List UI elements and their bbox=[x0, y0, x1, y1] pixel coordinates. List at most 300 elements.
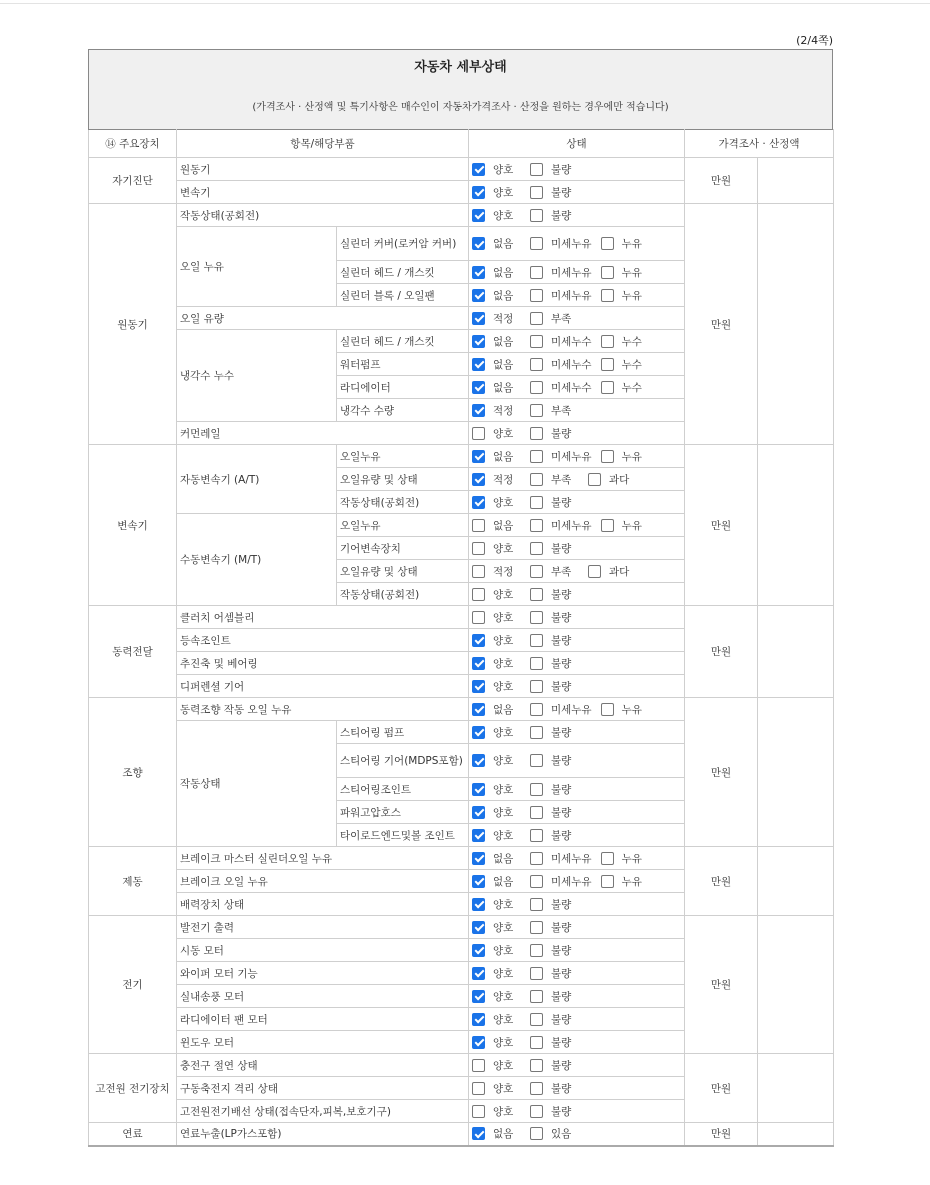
state-option[interactable] bbox=[530, 1081, 579, 1096]
state-option[interactable] bbox=[530, 610, 579, 625]
checkbox[interactable] bbox=[472, 542, 485, 555]
top-rule bbox=[0, 3, 930, 4]
option-label: 부족 bbox=[551, 312, 572, 325]
option-label: 양호 bbox=[493, 209, 514, 222]
state-option[interactable] bbox=[472, 1104, 521, 1119]
option-label: 양호 bbox=[493, 163, 514, 176]
state-option[interactable] bbox=[588, 564, 637, 579]
option-label: 양호 bbox=[493, 829, 514, 842]
checkbox[interactable] bbox=[530, 473, 543, 486]
checkbox[interactable] bbox=[530, 519, 543, 532]
option-label: 부족 bbox=[551, 404, 572, 417]
checkbox[interactable] bbox=[530, 944, 543, 957]
state-option[interactable] bbox=[601, 518, 650, 533]
state-option[interactable] bbox=[472, 265, 521, 280]
state-option[interactable] bbox=[472, 702, 521, 717]
state-option[interactable] bbox=[472, 1081, 521, 1096]
option-label: 불량 bbox=[551, 1105, 572, 1118]
checkbox[interactable] bbox=[472, 875, 485, 888]
checkbox[interactable] bbox=[530, 163, 543, 176]
detail-status-table bbox=[88, 129, 834, 1147]
device-category: 연료 bbox=[89, 1123, 177, 1146]
state-option[interactable] bbox=[472, 753, 521, 768]
state-option[interactable] bbox=[530, 851, 592, 866]
state-option[interactable] bbox=[472, 897, 521, 912]
sub-item-name: 오일누유 bbox=[337, 445, 469, 468]
state-option[interactable] bbox=[472, 495, 521, 510]
item-name: 실내송풍 모터 bbox=[177, 985, 469, 1008]
state-option[interactable] bbox=[530, 449, 592, 464]
option-label: 미세누유 bbox=[551, 450, 592, 463]
state-cell bbox=[469, 629, 685, 652]
state-cell bbox=[469, 1031, 685, 1054]
state-option[interactable] bbox=[472, 403, 521, 418]
state-option[interactable] bbox=[472, 805, 521, 820]
checkbox[interactable] bbox=[472, 565, 485, 578]
state-option[interactable] bbox=[530, 874, 592, 889]
option-label: 적정 bbox=[493, 312, 514, 325]
state-cell bbox=[469, 1077, 685, 1100]
option-label: 불량 bbox=[551, 680, 572, 693]
option-label: 양호 bbox=[493, 542, 514, 555]
state-cell bbox=[469, 721, 685, 744]
state-cell bbox=[469, 1008, 685, 1031]
header-row bbox=[89, 130, 834, 158]
state-cell bbox=[469, 491, 685, 514]
state-option[interactable] bbox=[472, 656, 521, 671]
state-option[interactable] bbox=[530, 265, 592, 280]
checkbox[interactable] bbox=[472, 1127, 485, 1140]
state-cell bbox=[469, 847, 685, 870]
checkbox[interactable] bbox=[530, 1082, 543, 1095]
state-option[interactable] bbox=[530, 805, 579, 820]
checkbox[interactable] bbox=[588, 473, 601, 486]
state-option[interactable] bbox=[601, 357, 650, 372]
checkbox[interactable] bbox=[530, 381, 543, 394]
state-option[interactable] bbox=[530, 495, 579, 510]
state-option[interactable] bbox=[472, 633, 521, 648]
state-option[interactable] bbox=[530, 208, 579, 223]
option-label: 불량 bbox=[551, 588, 572, 601]
inspection-sheet bbox=[88, 32, 833, 1162]
checkbox[interactable] bbox=[601, 519, 614, 532]
checkbox[interactable] bbox=[472, 381, 485, 394]
state-option[interactable] bbox=[530, 334, 592, 349]
state-option[interactable] bbox=[530, 472, 579, 487]
state-option[interactable] bbox=[472, 920, 521, 935]
checkbox[interactable] bbox=[530, 335, 543, 348]
state-option[interactable] bbox=[601, 334, 650, 349]
checkbox[interactable] bbox=[472, 634, 485, 647]
item-name: 라디에이터 팬 모터 bbox=[177, 1008, 469, 1031]
state-option[interactable] bbox=[472, 236, 521, 251]
checkbox[interactable] bbox=[588, 565, 601, 578]
state-option[interactable] bbox=[530, 966, 579, 981]
checkbox[interactable] bbox=[472, 404, 485, 417]
option-label: 양호 bbox=[493, 990, 514, 1003]
option-label: 미세누유 bbox=[551, 266, 592, 279]
checkbox[interactable] bbox=[530, 611, 543, 624]
checkbox[interactable] bbox=[530, 358, 543, 371]
checkbox[interactable] bbox=[530, 898, 543, 911]
state-option[interactable] bbox=[472, 311, 521, 326]
item-name: 작동상태(공회전) bbox=[177, 204, 469, 227]
table-row bbox=[89, 158, 834, 181]
state-option[interactable] bbox=[530, 828, 579, 843]
checkbox[interactable] bbox=[530, 657, 543, 670]
option-label: 미세누유 bbox=[551, 519, 592, 532]
state-option[interactable] bbox=[472, 587, 521, 602]
checkbox[interactable] bbox=[472, 237, 485, 250]
state-option[interactable] bbox=[601, 236, 650, 251]
state-option[interactable] bbox=[472, 1058, 521, 1073]
option-label: 누수 bbox=[621, 335, 642, 348]
item-name: 시동 모터 bbox=[177, 939, 469, 962]
state-option[interactable] bbox=[530, 1058, 579, 1073]
checkbox[interactable] bbox=[472, 852, 485, 865]
price-input[interactable] bbox=[758, 1054, 834, 1123]
state-cell bbox=[469, 445, 685, 468]
option-label: 양호 bbox=[493, 921, 514, 934]
checkbox[interactable] bbox=[472, 496, 485, 509]
state-option[interactable] bbox=[588, 472, 637, 487]
sub-item-name: 오일유량 및 상태 bbox=[337, 560, 469, 583]
state-option[interactable] bbox=[472, 610, 521, 625]
checkbox[interactable] bbox=[472, 1059, 485, 1072]
checkbox[interactable] bbox=[530, 680, 543, 693]
option-label: 양호 bbox=[493, 1105, 514, 1118]
state-option[interactable] bbox=[472, 288, 521, 303]
state-option[interactable] bbox=[601, 449, 650, 464]
option-label: 없음 bbox=[493, 289, 514, 302]
price-input[interactable] bbox=[758, 698, 834, 847]
state-option[interactable] bbox=[530, 1126, 579, 1141]
checkbox[interactable] bbox=[530, 1059, 543, 1072]
sub-item-name: 타이로드엔드및볼 조인트 bbox=[337, 824, 469, 847]
option-label: 불량 bbox=[551, 186, 572, 199]
checkbox[interactable] bbox=[530, 726, 543, 739]
state-option[interactable] bbox=[472, 1012, 521, 1027]
item-name: 자동변속기 (A/T) bbox=[177, 445, 337, 514]
state-option[interactable] bbox=[601, 702, 650, 717]
checkbox[interactable] bbox=[472, 1105, 485, 1118]
checkbox[interactable] bbox=[472, 944, 485, 957]
option-label: 미세누유 bbox=[551, 289, 592, 302]
state-option[interactable] bbox=[530, 518, 592, 533]
item-name: 배력장치 상태 bbox=[177, 893, 469, 916]
checkbox[interactable] bbox=[601, 266, 614, 279]
state-option[interactable] bbox=[472, 380, 521, 395]
checkbox[interactable] bbox=[472, 209, 485, 222]
option-label: 누유 bbox=[621, 519, 642, 532]
price-input[interactable] bbox=[758, 606, 834, 698]
option-label: 양호 bbox=[493, 1013, 514, 1026]
option-label: 미세누유 bbox=[551, 703, 592, 716]
checkbox[interactable] bbox=[530, 289, 543, 302]
item-name: 연료누출(LP가스포함) bbox=[177, 1123, 469, 1146]
checkbox[interactable] bbox=[472, 186, 485, 199]
checkbox[interactable] bbox=[530, 266, 543, 279]
state-option[interactable] bbox=[472, 1126, 521, 1141]
header-price: 가격조사 · 산정액 bbox=[685, 130, 834, 158]
option-label: 불량 bbox=[551, 1013, 572, 1026]
checkbox[interactable] bbox=[530, 565, 543, 578]
state-option[interactable] bbox=[530, 185, 579, 200]
checkbox[interactable] bbox=[472, 680, 485, 693]
checkbox[interactable] bbox=[472, 754, 485, 767]
checkbox[interactable] bbox=[472, 1013, 485, 1026]
state-option[interactable] bbox=[530, 656, 579, 671]
option-label: 불량 bbox=[551, 657, 572, 670]
state-option[interactable] bbox=[472, 185, 521, 200]
checkbox[interactable] bbox=[530, 209, 543, 222]
checkbox[interactable] bbox=[530, 186, 543, 199]
checkbox[interactable] bbox=[472, 829, 485, 842]
checkbox[interactable] bbox=[601, 703, 614, 716]
price-input[interactable] bbox=[758, 1123, 834, 1146]
state-option[interactable] bbox=[530, 633, 579, 648]
checkbox[interactable] bbox=[601, 237, 614, 250]
table-row bbox=[89, 606, 834, 629]
state-cell bbox=[469, 181, 685, 204]
state-option[interactable] bbox=[530, 943, 579, 958]
state-cell bbox=[469, 1054, 685, 1077]
state-option[interactable] bbox=[472, 357, 521, 372]
state-option[interactable] bbox=[530, 311, 579, 326]
state-option[interactable] bbox=[530, 403, 579, 418]
option-label: 없음 bbox=[493, 519, 514, 532]
state-cell bbox=[469, 468, 685, 491]
checkbox[interactable] bbox=[530, 1013, 543, 1026]
checkbox[interactable] bbox=[530, 829, 543, 842]
checkbox[interactable] bbox=[472, 289, 485, 302]
state-option[interactable] bbox=[601, 265, 650, 280]
checkbox[interactable] bbox=[530, 852, 543, 865]
sub-item-name: 기어변속장치 bbox=[337, 537, 469, 560]
price-input[interactable] bbox=[758, 847, 834, 916]
state-cell bbox=[469, 870, 685, 893]
state-option[interactable] bbox=[472, 943, 521, 958]
state-option[interactable] bbox=[472, 334, 521, 349]
header-device: ⑭ 주요장치 bbox=[89, 130, 177, 158]
checkbox[interactable] bbox=[472, 450, 485, 463]
checkbox[interactable] bbox=[530, 450, 543, 463]
checkbox[interactable] bbox=[601, 358, 614, 371]
checkbox[interactable] bbox=[530, 312, 543, 325]
option-label: 없음 bbox=[493, 335, 514, 348]
item-name: 오일 유량 bbox=[177, 307, 469, 330]
option-label: 없음 bbox=[493, 358, 514, 371]
item-name: 등속조인트 bbox=[177, 629, 469, 652]
checkbox[interactable] bbox=[472, 726, 485, 739]
checkbox[interactable] bbox=[530, 921, 543, 934]
checkbox[interactable] bbox=[472, 1036, 485, 1049]
state-option[interactable] bbox=[530, 1035, 579, 1050]
state-option[interactable] bbox=[472, 782, 521, 797]
option-label: 없음 bbox=[493, 1128, 514, 1141]
state-option[interactable] bbox=[530, 564, 579, 579]
state-option[interactable] bbox=[530, 587, 579, 602]
state-cell bbox=[469, 537, 685, 560]
checkbox[interactable] bbox=[601, 381, 614, 394]
price-unit: 만원 bbox=[685, 1054, 758, 1123]
checkbox[interactable] bbox=[472, 921, 485, 934]
checkbox[interactable] bbox=[472, 163, 485, 176]
sub-item-name: 실린더 헤드 / 개스킷 bbox=[337, 330, 469, 353]
checkbox[interactable] bbox=[530, 703, 543, 716]
page-title: 자동차 세부상태 bbox=[414, 60, 507, 75]
checkbox[interactable] bbox=[472, 1082, 485, 1095]
state-option[interactable] bbox=[530, 702, 592, 717]
state-option[interactable] bbox=[530, 426, 579, 441]
checkbox[interactable] bbox=[472, 266, 485, 279]
checkbox[interactable] bbox=[472, 358, 485, 371]
checkbox[interactable] bbox=[472, 657, 485, 670]
state-option[interactable] bbox=[472, 828, 521, 843]
option-label: 양호 bbox=[493, 634, 514, 647]
state-option[interactable] bbox=[601, 380, 650, 395]
state-option[interactable] bbox=[472, 208, 521, 223]
state-cell bbox=[469, 801, 685, 824]
state-cell bbox=[469, 652, 685, 675]
checkbox[interactable] bbox=[530, 404, 543, 417]
sub-item-name: 작동상태(공회전) bbox=[337, 583, 469, 606]
table-row bbox=[89, 445, 834, 468]
checkbox[interactable] bbox=[601, 852, 614, 865]
state-option[interactable] bbox=[530, 1012, 579, 1027]
checkbox[interactable] bbox=[472, 427, 485, 440]
option-label: 누유 bbox=[621, 852, 642, 865]
price-input[interactable] bbox=[758, 158, 834, 204]
state-option[interactable] bbox=[530, 782, 579, 797]
state-option[interactable] bbox=[472, 1035, 521, 1050]
state-option[interactable] bbox=[530, 989, 579, 1004]
checkbox[interactable] bbox=[601, 450, 614, 463]
checkbox[interactable] bbox=[530, 542, 543, 555]
state-cell bbox=[469, 1100, 685, 1123]
price-input[interactable] bbox=[758, 445, 834, 606]
checkbox[interactable] bbox=[472, 588, 485, 601]
state-option[interactable] bbox=[530, 380, 592, 395]
state-option[interactable] bbox=[530, 725, 579, 740]
item-name: 냉각수 누수 bbox=[177, 330, 337, 422]
state-option[interactable] bbox=[472, 426, 521, 441]
option-label: 불량 bbox=[551, 1059, 572, 1072]
checkbox[interactable] bbox=[472, 783, 485, 796]
state-option[interactable] bbox=[530, 679, 579, 694]
sub-item-name: 라디에이터 bbox=[337, 376, 469, 399]
state-option[interactable] bbox=[472, 851, 521, 866]
state-option[interactable] bbox=[601, 851, 650, 866]
state-cell bbox=[469, 893, 685, 916]
table-row bbox=[89, 847, 834, 870]
state-option[interactable] bbox=[472, 989, 521, 1004]
checkbox[interactable] bbox=[472, 335, 485, 348]
option-label: 누유 bbox=[621, 238, 642, 250]
checkbox[interactable] bbox=[530, 1127, 543, 1140]
checkbox[interactable] bbox=[472, 806, 485, 819]
state-option[interactable] bbox=[530, 357, 592, 372]
device-category: 원동기 bbox=[89, 204, 177, 445]
checkbox[interactable] bbox=[472, 990, 485, 1003]
option-label: 없음 bbox=[493, 266, 514, 279]
state-option[interactable] bbox=[530, 236, 592, 251]
checkbox[interactable] bbox=[601, 335, 614, 348]
state-option[interactable] bbox=[530, 897, 579, 912]
checkbox[interactable] bbox=[530, 496, 543, 509]
device-category: 전기 bbox=[89, 916, 177, 1054]
state-option[interactable] bbox=[472, 966, 521, 981]
checkbox[interactable] bbox=[472, 473, 485, 486]
state-cell bbox=[469, 985, 685, 1008]
checkbox[interactable] bbox=[472, 519, 485, 532]
state-option[interactable] bbox=[472, 541, 521, 556]
state-option[interactable] bbox=[601, 874, 650, 889]
checkbox[interactable] bbox=[601, 875, 614, 888]
checkbox[interactable] bbox=[472, 611, 485, 624]
option-label: 불량 bbox=[551, 427, 572, 440]
option-label: 양호 bbox=[493, 680, 514, 693]
state-option[interactable] bbox=[530, 753, 579, 768]
option-label: 적정 bbox=[493, 473, 514, 486]
checkbox[interactable] bbox=[472, 312, 485, 325]
checkbox[interactable] bbox=[530, 588, 543, 601]
option-label: 불량 bbox=[551, 1036, 572, 1049]
checkbox[interactable] bbox=[601, 289, 614, 302]
state-option[interactable] bbox=[472, 564, 521, 579]
state-option[interactable] bbox=[530, 920, 579, 935]
checkbox[interactable] bbox=[472, 967, 485, 980]
table-row bbox=[89, 1054, 834, 1077]
checkbox[interactable] bbox=[530, 806, 543, 819]
state-option[interactable] bbox=[472, 449, 521, 464]
checkbox[interactable] bbox=[530, 634, 543, 647]
checkbox[interactable] bbox=[472, 703, 485, 716]
state-option[interactable] bbox=[472, 518, 521, 533]
state-option[interactable] bbox=[472, 725, 521, 740]
checkbox[interactable] bbox=[530, 875, 543, 888]
state-option[interactable] bbox=[530, 162, 579, 177]
state-option[interactable] bbox=[601, 288, 650, 303]
item-name: 커먼레일 bbox=[177, 422, 469, 445]
checkbox[interactable] bbox=[530, 967, 543, 980]
checkbox[interactable] bbox=[530, 427, 543, 440]
state-option[interactable] bbox=[472, 162, 521, 177]
checkbox[interactable] bbox=[530, 237, 543, 250]
checkbox[interactable] bbox=[472, 898, 485, 911]
checkbox[interactable] bbox=[530, 1036, 543, 1049]
price-input[interactable] bbox=[758, 916, 834, 1054]
price-unit: 만원 bbox=[685, 1123, 758, 1146]
state-option[interactable] bbox=[472, 679, 521, 694]
state-option[interactable] bbox=[530, 1104, 579, 1119]
option-label: 누유 bbox=[621, 450, 642, 463]
option-label: 누유 bbox=[621, 875, 642, 888]
option-label: 있음 bbox=[551, 1128, 572, 1141]
option-label: 양호 bbox=[493, 806, 514, 819]
state-cell bbox=[469, 514, 685, 537]
state-option[interactable] bbox=[530, 288, 592, 303]
state-cell bbox=[469, 158, 685, 181]
state-option[interactable] bbox=[472, 874, 521, 889]
state-option[interactable] bbox=[530, 541, 579, 556]
checkbox[interactable] bbox=[530, 990, 543, 1003]
checkbox[interactable] bbox=[530, 1105, 543, 1118]
state-option[interactable] bbox=[472, 472, 521, 487]
checkbox[interactable] bbox=[530, 754, 543, 767]
checkbox[interactable] bbox=[530, 783, 543, 796]
price-input[interactable] bbox=[758, 204, 834, 445]
